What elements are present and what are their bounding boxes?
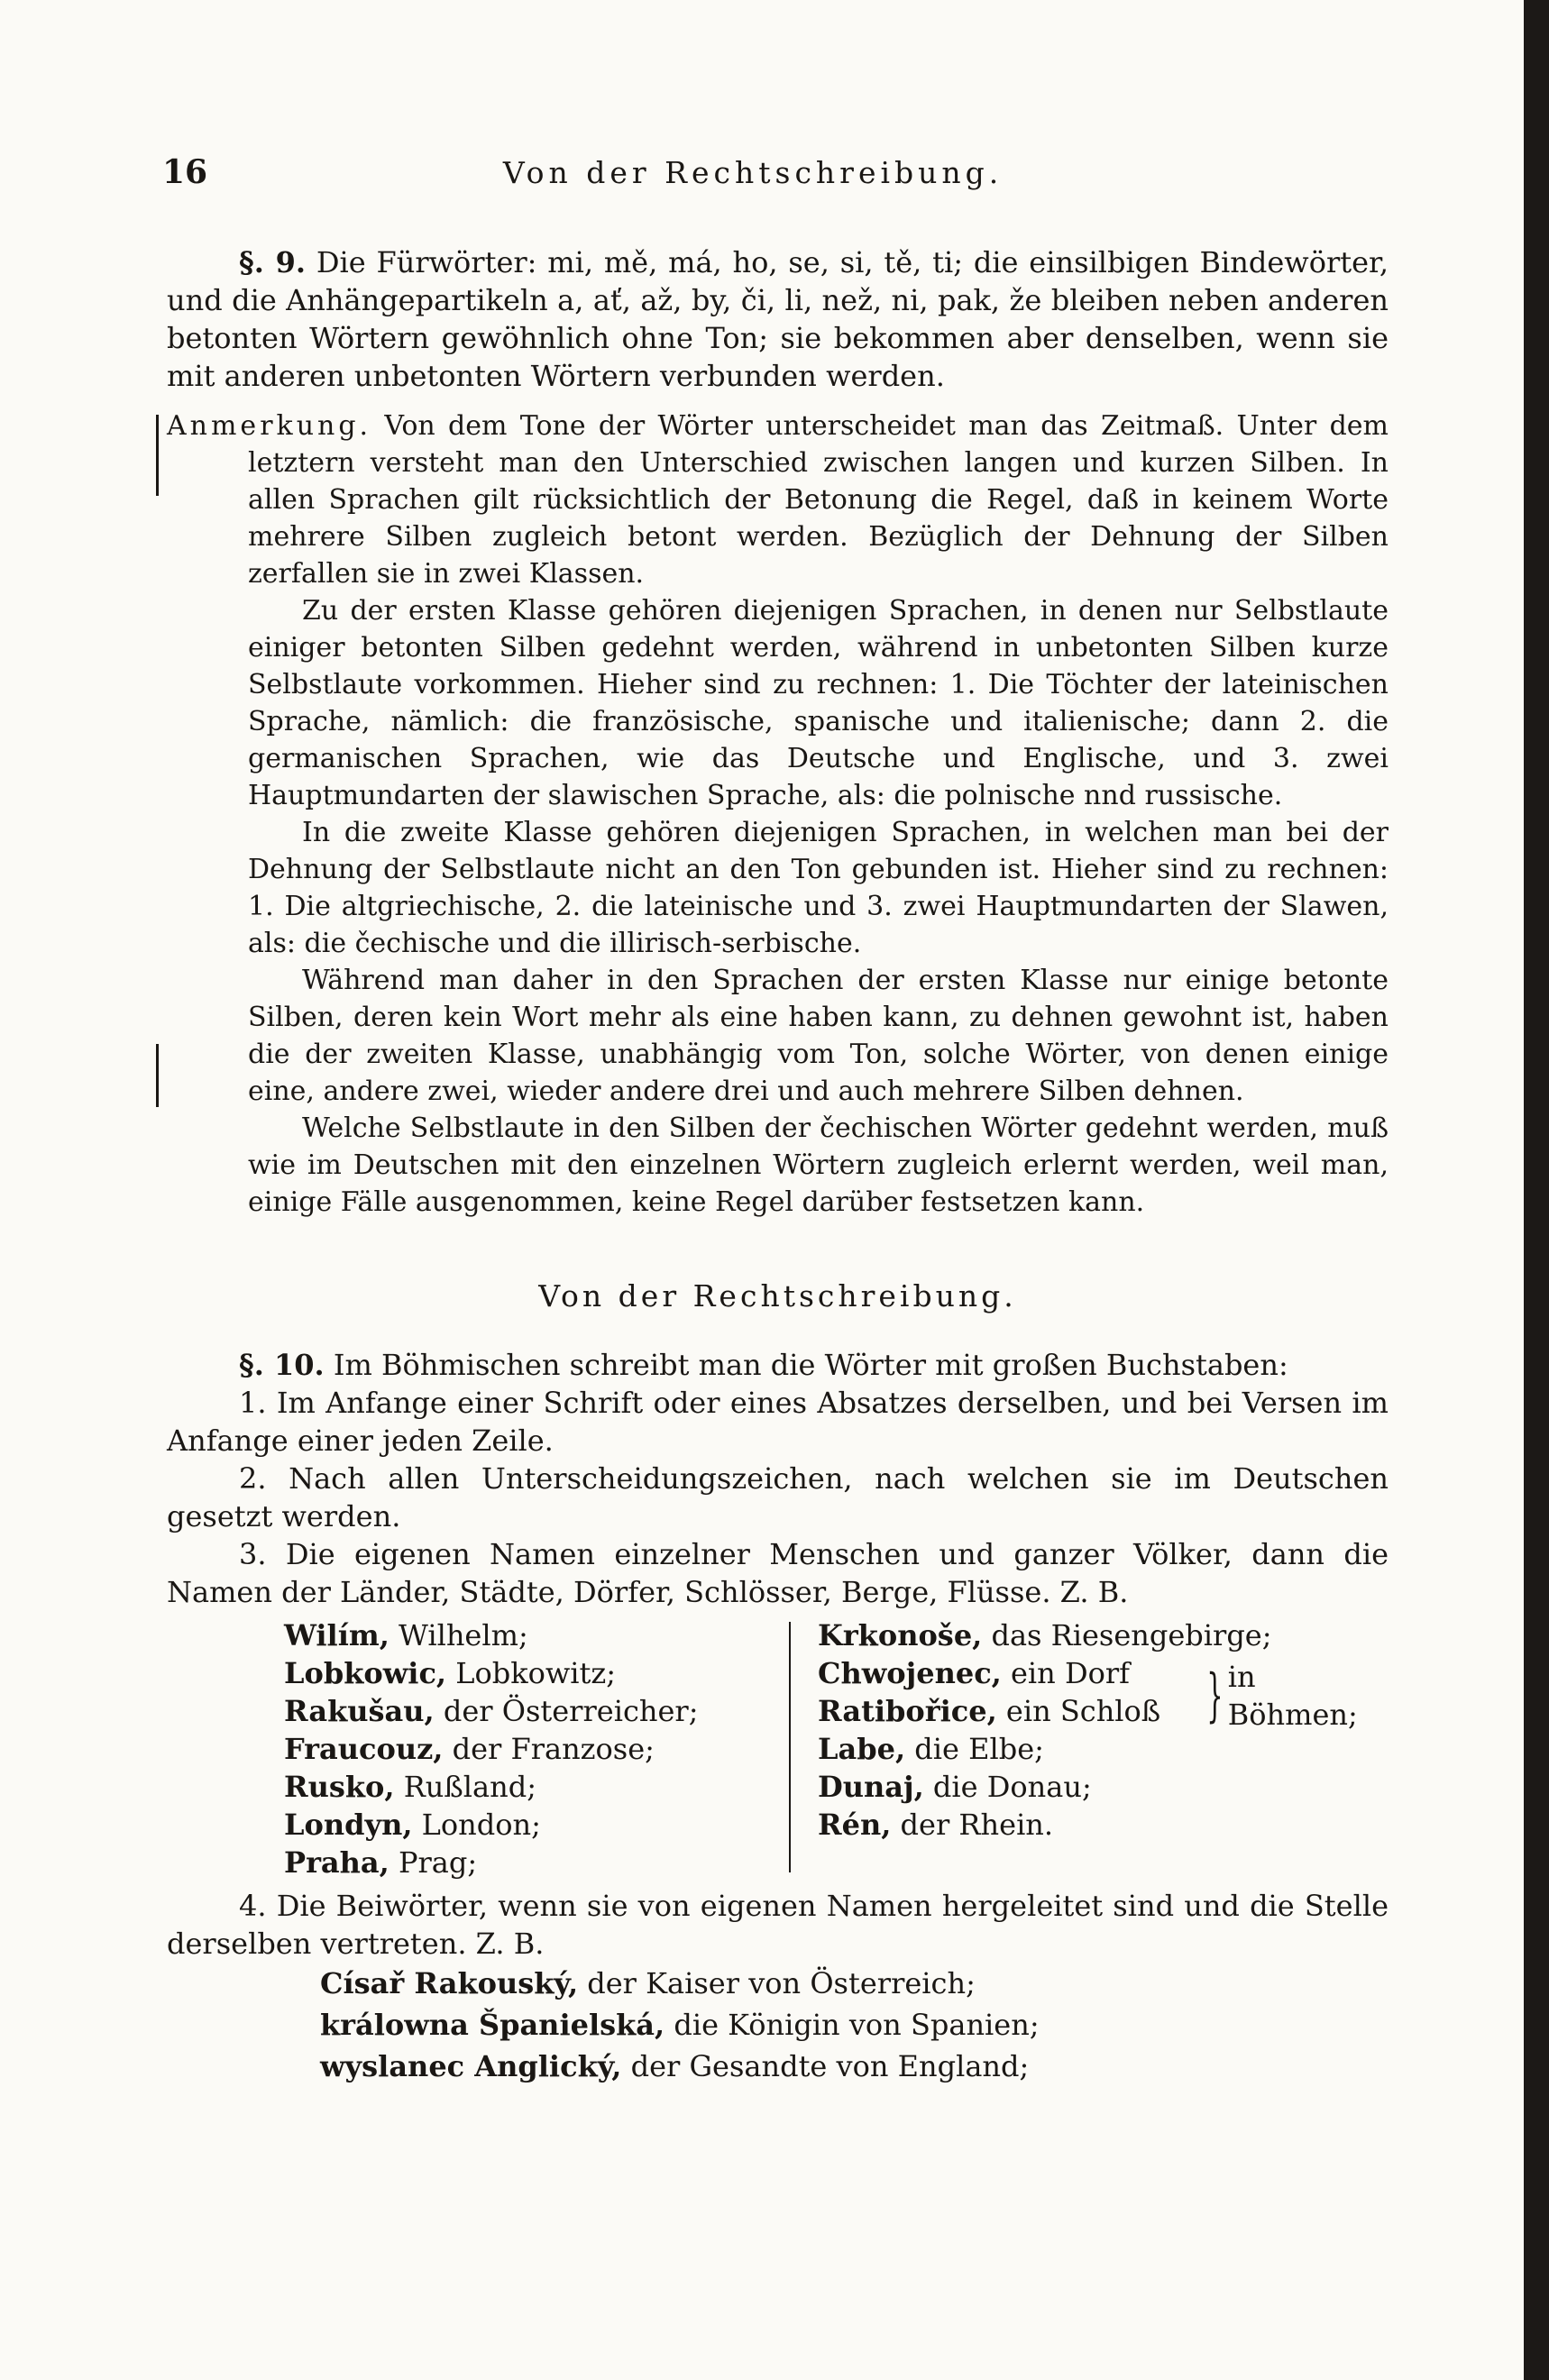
example-german: der Rhein. — [900, 1808, 1054, 1842]
margin-mark — [156, 1044, 159, 1107]
rule-item-4: 4. Die Beiwörter, wenn sie von eigenen Namen hergeleitet sind und die Stelle derselben vertreten. Z. B. — [167, 1889, 1389, 1961]
brace-group — [1196, 1658, 1358, 1734]
note-paragraph-3: In die zweite Klasse gehören diejenigen Sprachen, in welchen man bei der Dehnung der Selbstlaute nicht an den Ton gebunden ist. Hieher sind zu rechnen: 1. Die altgriechische, 2. die lateinische und 3. zwei Hauptmundarten der Slawen, als: die čechische und die illirisch-serbische. — [248, 817, 1389, 959]
example-czech: Rusko, — [284, 1770, 395, 1804]
section-10-number: §. 10. — [239, 1348, 325, 1382]
example-german: die Königin von Spanien; — [674, 2008, 1040, 2042]
note-paragraph-5: Welche Selbstlaute in den Silben der čechischen Wörter gedehnt werden, muß wie im Deutschen mit den einzelnen Wörtern zugleich erlernt werden, weil man, einige Fälle ausgenommen, keine Regel darüber festsetzen kann. — [248, 1112, 1389, 1218]
example-german: ein Dorf — [1010, 1656, 1130, 1690]
running-head — [162, 153, 1389, 207]
note-paragraph-2: Zu der ersten Klasse gehören diejenigen Sprachen, in denen nur Selbstlaute einiger betonten Silben gedehnt werden, während in unbetonten Silben kurze Selbstlaute vorkommen. Hieher sind zu rechnen: 1. Die Töchter der lateinischen Sprache, nämlich: die französische, spanische und italienische; dann 2. die germanischen Sprachen, wie das Deutsche und Englische, und 3. zwei Hauptmundarten der slawischen Sprache, als: die polnische nnd russische. — [248, 595, 1389, 811]
example-czech: Londyn, — [284, 1808, 413, 1842]
example-item — [818, 1730, 1272, 1768]
section-9-text: Die Fürwörter: mi, mě, má, ho, se, si, tě, ti; die einsilbigen Bindewörter, und die Anhängepartikeln a, ať, až, by, či, li, než, ni, pak, že bleiben neben anderen betonten Wörtern gewöhnlich ohne Ton; sie bekommen aber denselben, wenn sie mit anderen unbetonten Wörtern verbunden werden. — [167, 245, 1389, 393]
example-czech: Wilím, — [284, 1618, 390, 1652]
examples-table — [284, 1616, 1389, 1881]
section-9-paragraph — [167, 243, 1389, 395]
example-item — [284, 1806, 789, 1844]
section-10-paragraph — [167, 1346, 1389, 1384]
section-heading: Von der Rechtschreibung. — [538, 1278, 1017, 1314]
example-czech: Chwojenec, — [818, 1656, 1002, 1690]
example-item — [818, 1768, 1272, 1806]
example-item — [284, 1654, 789, 1692]
note-block — [167, 407, 1389, 1221]
example-czech: Labe, — [818, 1732, 906, 1766]
example-german: die Donau; — [932, 1770, 1092, 1804]
example-item — [284, 1844, 789, 1881]
margin-mark — [156, 415, 159, 496]
example-german: der Kaiser von Österreich; — [587, 1966, 976, 2000]
page-number: 16 — [162, 153, 208, 191]
curly-brace: } — [1206, 1662, 1224, 1729]
example-czech: Rén, — [818, 1808, 892, 1842]
rule-item-2: 2. Nach allen Unterscheidungszeichen, nach welchen sie im Deutschen gesetzt werden. — [167, 1461, 1389, 1533]
example-item — [284, 1692, 789, 1730]
example-german: das Riesengebirge; — [991, 1618, 1272, 1652]
examples-right-column — [818, 1616, 1358, 1881]
example-czech: Lobkowic, — [284, 1656, 447, 1690]
note-text-1: Von dem Tone der Wörter unterscheidet man das Zeitmaß. Unter dem letztern versteht man den Unterschied zwischen langen und kurzen Silben. In allen Sprachen gilt rücksichtlich der Betonung die Regel, daß in keinem Worte mehrere Silben zugleich betont werden. Bezüglich der Dehnung der Silben zerfallen sie in zwei Klassen. — [248, 410, 1389, 590]
brace-label: in Böhmen; — [1227, 1660, 1358, 1732]
rule-item-1: 1. Im Anfange einer Schrift oder eines Absatzes derselben, und bei Versen im Anfange einer jeden Zeile. — [167, 1386, 1389, 1458]
rule-item-3: 3. Die eigenen Namen einzelner Menschen und ganzer Völker, dann die Namen der Länder, Städte, Dörfer, Schlösser, Berge, Flüsse. Z. B. — [167, 1537, 1389, 1609]
example-german: Wilhelm; — [399, 1618, 528, 1652]
example-item — [818, 1806, 1272, 1844]
final-example — [320, 2046, 1389, 2087]
example-german: der Franzose; — [452, 1732, 655, 1766]
example-german: Lobkowitz; — [455, 1656, 617, 1690]
example-german: der Gesandte von England; — [630, 2049, 1030, 2083]
running-title: Von der Rechtschreibung. — [502, 155, 1004, 190]
example-czech: králowna Španielská, — [320, 2008, 665, 2042]
example-czech: Císař Rakouský, — [320, 1966, 579, 2000]
example-german: London; — [421, 1808, 541, 1842]
example-czech: Dunaj, — [818, 1770, 924, 1804]
note-paragraph-1 — [167, 407, 1389, 592]
note-label: Anmerkung. — [167, 410, 372, 442]
final-examples — [320, 1963, 1389, 2087]
section-9-number: §. 9. — [239, 245, 307, 279]
example-czech: Praha, — [284, 1845, 390, 1880]
example-german: Rußland; — [403, 1770, 536, 1804]
page-edge — [1524, 0, 1549, 2380]
example-german: die Elbe; — [914, 1732, 1044, 1766]
final-example — [320, 2004, 1389, 2046]
example-german: der Österreicher; — [443, 1694, 699, 1728]
example-czech: Ratibořice, — [818, 1694, 997, 1728]
example-item — [284, 1730, 789, 1768]
example-czech: wyslanec Anglický, — [320, 2049, 622, 2083]
example-item — [818, 1616, 1272, 1654]
section-10-intro: Im Böhmischen schreibt man die Wörter mit großen Buchstaben: — [333, 1348, 1288, 1382]
column-divider — [789, 1622, 791, 1872]
example-item — [284, 1616, 789, 1654]
example-german: Prag; — [398, 1845, 478, 1880]
example-czech: Rakušau, — [284, 1694, 435, 1728]
example-czech: Krkonoše, — [818, 1618, 983, 1652]
note-paragraph-4: Während man daher in den Sprachen der ersten Klasse nur einige betonte Silben, deren kein Wort mehr als eine haben kann, zu dehnen gewohnt ist, haben die der zweiten Klasse, unabhängig vom Ton, solche Wörter, von denen einige eine, andere zwei, wieder andere drei und auch mehrere Silben dehnen. — [248, 965, 1389, 1107]
example-czech: Fraucouz, — [284, 1732, 444, 1766]
example-item — [284, 1768, 789, 1806]
example-german: ein Schloß — [1005, 1694, 1161, 1728]
examples-left-column — [284, 1616, 789, 1881]
final-example — [320, 1963, 1389, 2004]
